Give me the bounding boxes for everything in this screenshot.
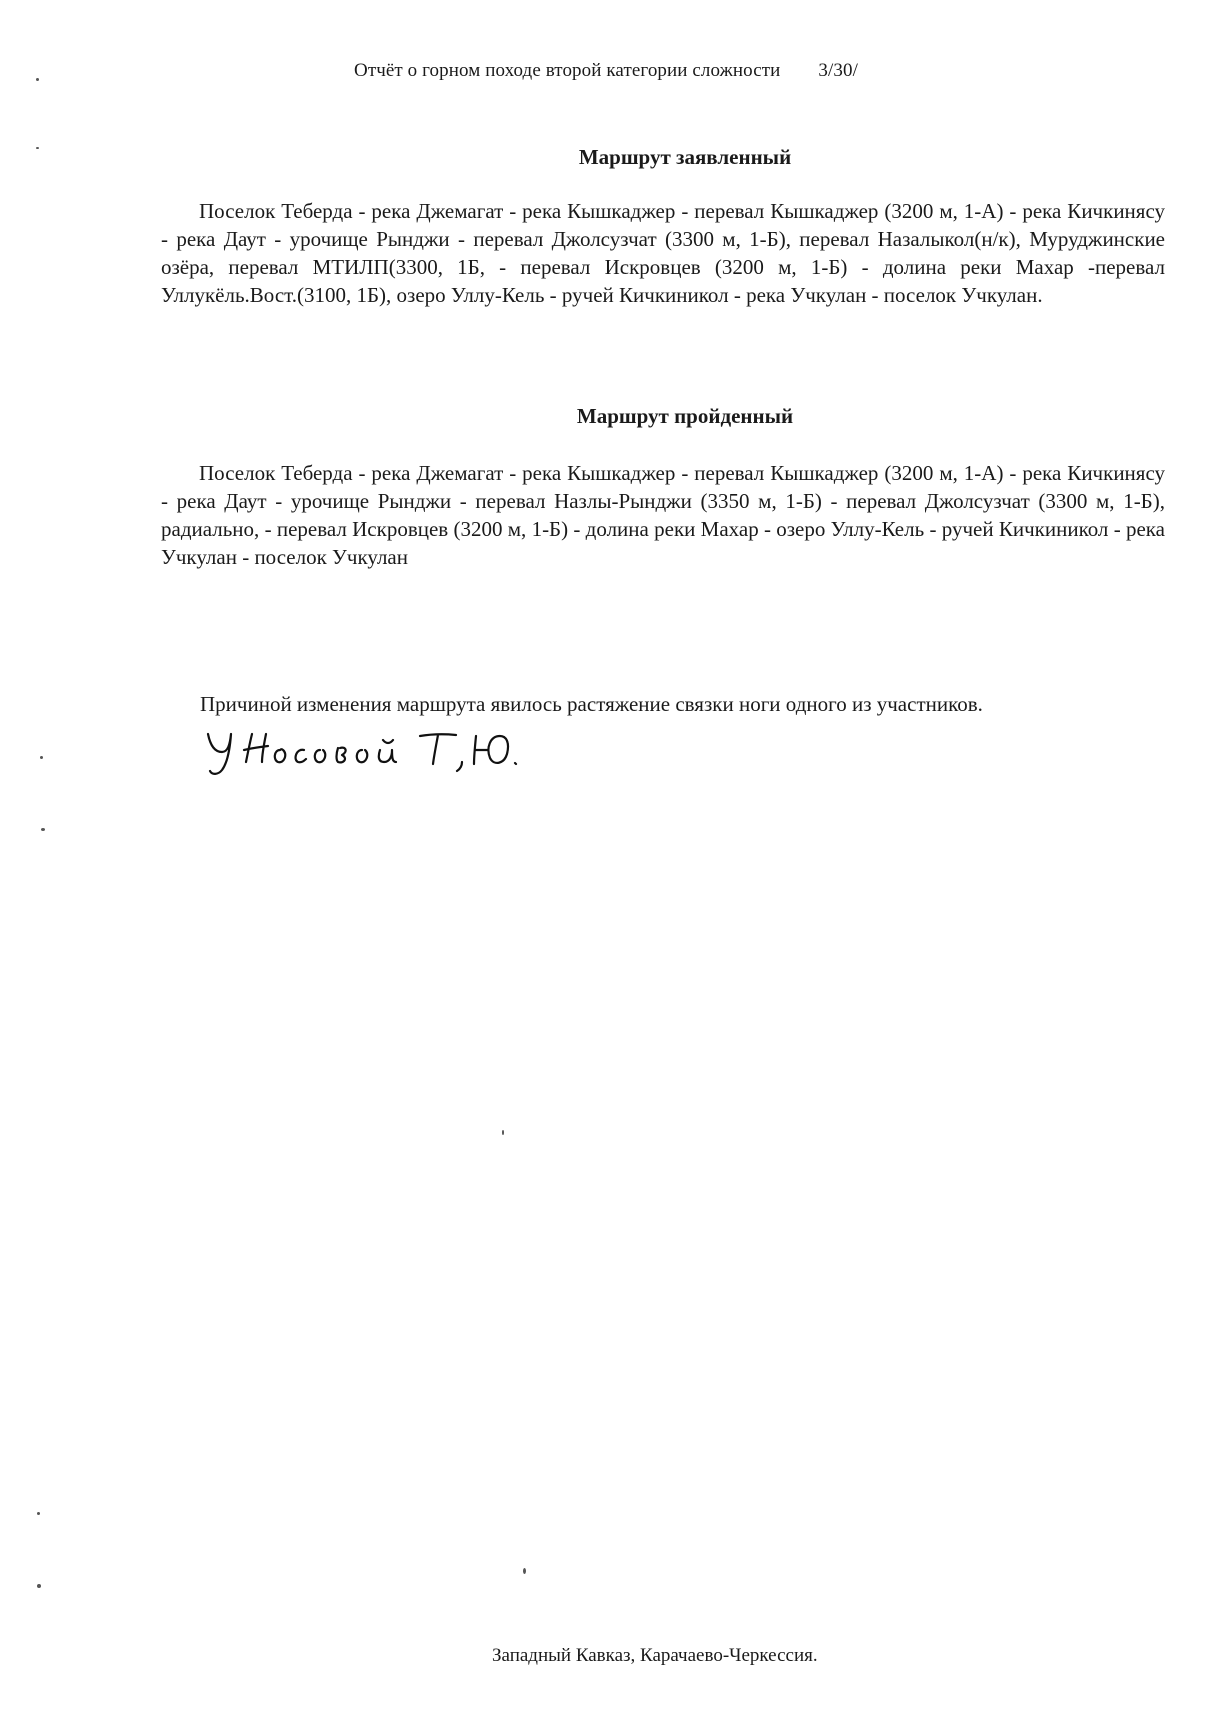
page-number: 3/30/ — [818, 60, 858, 81]
scan-speck — [37, 1584, 41, 1588]
declared-route-heading: Маршрут заявленный — [578, 145, 792, 169]
footer-region: Западный Кавказ, Карачаево-Черкессия. — [492, 1645, 818, 1666]
change-reason-text: Причиной изменения маршрута явилось растяжение связки ноги одного из участников. — [200, 692, 983, 716]
scan-speck — [523, 1568, 526, 1574]
completed-route-text: Поселок Теберда - река Джемагат - река Кышкаджер - перевал Кышкаджер (3200 м, 1-А) - река Кичкинясу - река Даут - урочище Рынджи - перевал Назлы-Рынджи (3350 м, 1-Б) - перевал Джолсузчат (3300 м, 1-Б), радиально, - перевал Искровцев (3200 м, 1-Б) - долина реки Махар - озеро Уллу-Кель - ручей Кичкиникол - река Учкулан - поселок Учкулан — [161, 461, 1165, 569]
report-title: Отчёт о горном походе второй категории сложности — [354, 60, 781, 81]
scan-speck — [36, 147, 39, 149]
handwritten-note — [200, 722, 520, 782]
scan-speck — [502, 1130, 504, 1135]
scan-speck — [41, 828, 45, 831]
declared-route-text: Поселок Теберда - река Джемагат - река Кышкаджер - перевал Кышкаджер (3200 м, 1-А) - река Кичкинясу - река Даут - урочище Рынджи - перевал Джолсузчат (3300 м, 1-Б), перевал Назалыкол(н/к), Муруджинские озёра, перевал МТИЛП(3300, 1Б, - перевал Искровцев (3200 м, 1-Б) - долина реки Махар -перевал Уллукёль.Вост.(3100, 1Б), озеро Уллу-Кель - ручей Кичкиникол - река Учкулан - поселок Учкулан. — [161, 199, 1165, 307]
page-header — [0, 60, 1212, 82]
scan-speck — [40, 756, 43, 759]
scan-speck — [37, 1512, 40, 1515]
scan-speck — [36, 78, 39, 81]
completed-route-heading: Маршрут пройденный — [576, 404, 794, 428]
